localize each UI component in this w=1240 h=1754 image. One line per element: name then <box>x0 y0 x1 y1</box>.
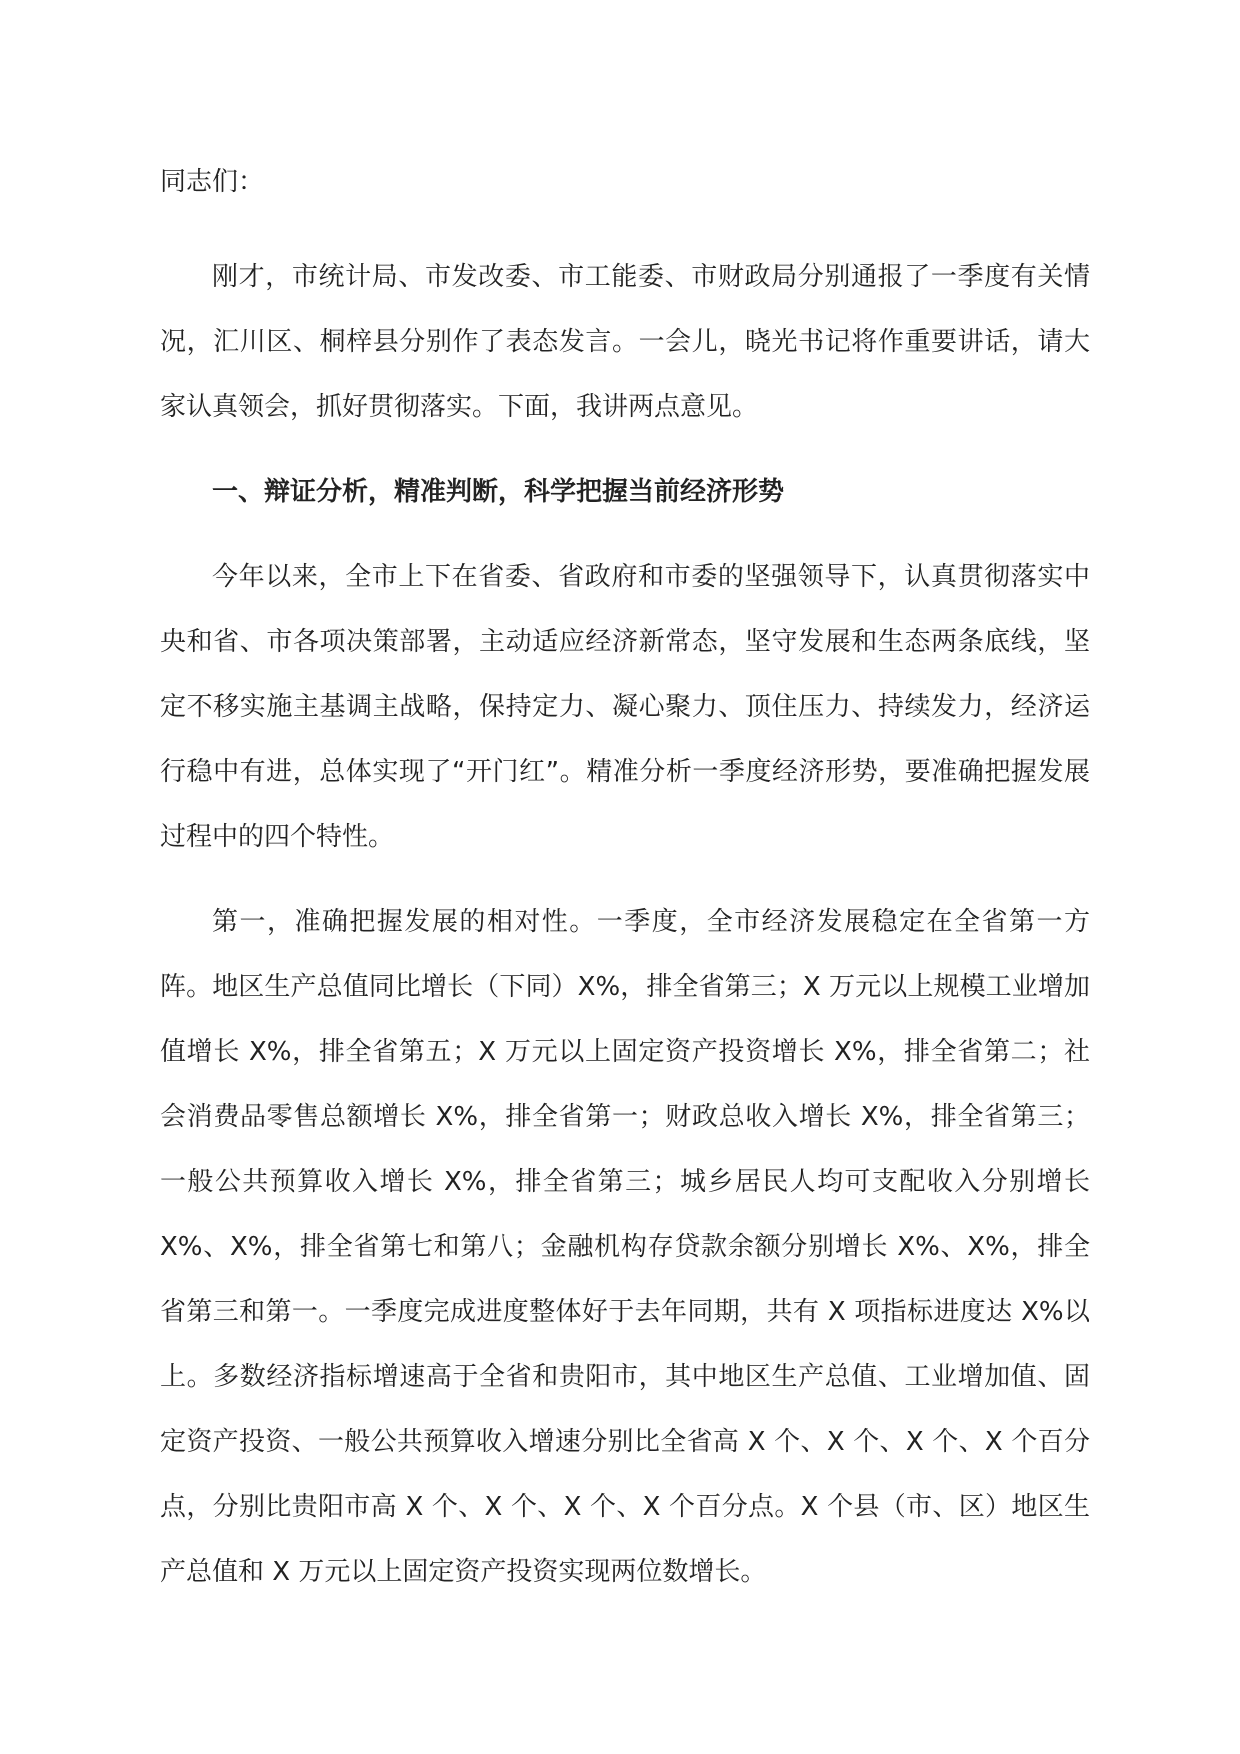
body-paragraph: 第一，准确把握发展的相对性。一季度，全市经济发展稳定在全省第一方阵。地区生产总值同比增长（下同）X%，排全省第三；X 万元以上规模工业增加值增长 X%，排全省第五；X 万元以上固定资产投资增长 X%，排全省第二；社会消费品零售总额增长 X%，排全省第一；财政总收入增长 X%，排全省第三；一般公共预算收入增长 X%，排全省第三；城乡居民人均可支配收入分别增长 X%、X%，排全省第七和第八；金融机构存贷款余额分别增长 X%、X%，排全省第三和第一。一季度完成进度整体好于去年同期，共有 X 项指标进度达 X%以上。多数经济指标增速高于全省和贵阳市，其中地区生产总值、工业增加值、固定资产投资、一般公共预算收入增速分别比全省高 X 个、X 个、X 个、X 个百分点，分别比贵阳市高 X 个、X 个、X 个、X 个百分点。X 个县（市、区）地区生产总值和 X 万元以上固定资产投资实现两位数增长。 <box>160 907 1090 1587</box>
body-paragraph: 今年以来，全市上下在省委、省政府和市委的坚强领导下，认真贯彻落实中央和省、市各项决策部署，主动适应经济新常态，坚守发展和生态两条底线，坚定不移实施主基调主战略，保持定力、凝心聚力、顶住压力、持续发力，经济运行稳中有进，总体实现了“开门红”。精准分析一季度经济形势，要准确把握发展过程中的四个特性。 <box>160 562 1090 852</box>
document-page <box>160 150 1090 1605</box>
opening-paragraph: 刚才，市统计局、市发改委、市工能委、市财政局分别通报了一季度有关情况，汇川区、桐梓县分别作了表态发言。一会儿，晓光书记将作重要讲话，请大家认真领会，抓好贯彻落实。下面，我讲两点意见。 <box>160 262 1090 422</box>
salutation: 同志们： <box>160 167 265 197</box>
section-heading: 一、辩证分析，精准判断，科学把握当前经济形势 <box>212 477 785 507</box>
